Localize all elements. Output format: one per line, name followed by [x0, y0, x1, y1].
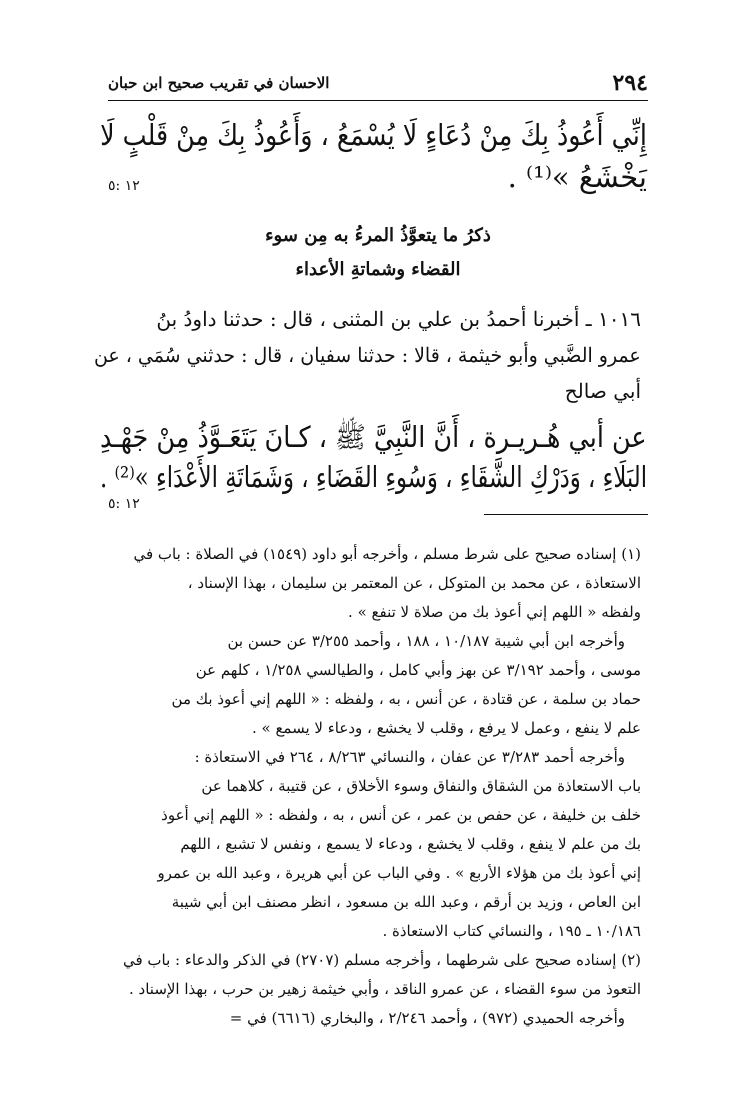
footnote-line: ١٠/١٨٦ ـ ١٩٥ ، والنسائي كتاب الاستعاذة . [382, 922, 641, 940]
header-rule [108, 100, 648, 101]
footnote-line: حماد بن سلمة ، عن قتادة ، عن أنس ، به ، ولفظه : « اللهم إني أعوذ بك من [171, 690, 641, 708]
hadith-reference: ١٢ :٥ [108, 496, 140, 512]
footnote-line: ابن العاص ، وزيد بن أرقم ، وعبد الله بن مسعود ، انظر مصنف ابن أبي شيبة [171, 893, 641, 911]
footnote-line: باب الاستعاذة من الشقاق والنفاق وسوء الأخلاق ، عن قتيبة ، كلاهما عن [201, 777, 641, 795]
matn-line: البَلَاءِ ، وَدَرْكِ الشَّقَاءِ ، وَسُوءِ القَضَاءِ ، وَشَمَاتَةِ الأَعْدَاءِ »⁽²⁾ . [99, 460, 648, 494]
footnote-line: إني أعوذ بك من هؤلاء الأربع » . وفي الباب عن أبي هريرة ، وعبد الله بن عمرو [157, 864, 641, 882]
isnad-line: عمرو الضَّبي وأبو خيثمة ، قالا : حدثنا سفيان ، قال : حدثني سُمَي ، عن [94, 343, 641, 367]
chapter-heading: القضاء وشماتةِ الأعداء [295, 259, 461, 280]
footnote-line: خلف بن خليفة ، عن حفص بن عمر ، عن أنس ، به ، ولفظه : « اللهم إني أعوذ [161, 806, 641, 824]
footnote-line: (١) إسناده صحيح على شرط مسلم ، وأخرجه أبو داود (١٥٤٩) في الصلاة : باب في [133, 545, 641, 563]
footnote-line: الاستعاذة ، عن محمد بن المتوكل ، عن المعتمر بن سليمان ، بهذا الإسناد ، [187, 574, 641, 592]
isnad-line: أبي صالح [564, 379, 641, 403]
footnote-separator [484, 514, 648, 515]
footnote-line: موسى ، وأحمد ٣/١٩٢ عن بهز وأبي كامل ، والطيالسي ١/٢٥٨ ، كلهم عن [195, 661, 641, 679]
running-header [108, 68, 648, 102]
footnote-line: علم لا ينفع ، وعمل لا يرفع ، وقلب لا يخشع ، ودعاء لا يسمع » . [251, 719, 641, 737]
footnote-line: وأخرجه أحمد ٣/٢٨٣ عن عفان ، والنسائي ٨/٢٦٣ ، ٢٦٤ في الاستعاذة : [194, 748, 625, 766]
prev-hadith-line: إِنِّي أَعُوذُ بِكَ مِنْ دُعَاءٍ لَا يُسْمَعُ ، وَأَعُوذُ بِكَ مِنْ قَلْبٍ لَا [100, 118, 647, 152]
footnote-line: وأخرجه ابن أبي شيبة ١٠/١٨٧ ، ١٨٨ ، وأحمد ٣/٢٥٥ عن حسن بن [227, 632, 625, 650]
prev-hadith-line: يَخْشَعُ »⁽¹⁾ . [507, 160, 647, 194]
footnote-line: التعوذ من سوء القضاء ، عن عمرو الناقد ، وأبي خيثمة زهير بن حرب ، بهذا الإسناد . [129, 980, 641, 998]
matn-line: عن أبي هُـريـرة ، أَنَّ النَّبِيَّ ﷺ ، كـانَ يَتَعَـوَّذُ مِنْ جَهْـدِ [100, 420, 647, 454]
isnad-line: ١٠١٦ ـ أخبرنا أحمدُ بن علي بن المثنى ، قال : حدثنا داودُ بنُ [156, 307, 641, 331]
chapter-heading: ذكرُ ما يتعوَّذُ المرءُ به مِن سوء [265, 225, 491, 246]
page-number: ٢٩٤ [612, 70, 648, 96]
footnote-line: وأخرجه الحميدي (٩٧٢) ، وأحمد ٢/٢٤٦ ، والبخاري (٦٦١٦) في = [229, 1009, 625, 1027]
book-title: الاحسان في تقريب صحيح ابن حبان [108, 74, 330, 92]
hadith-reference: ١٢ :٥ [108, 178, 140, 194]
footnote-line: بك من علم لا ينفع ، وقلب لا يخشع ، ودعاء لا يسمع ، ونفس لا تشبع ، اللهم [180, 835, 641, 853]
footnote-line: (٢) إسناده صحيح على شرطهما ، وأخرجه مسلم (٢٧٠٧) في الذكر والدعاء : باب في [122, 951, 641, 969]
footnote-line: ولفظه « اللهم إني أعوذ بك من صلاة لا تنفع » . [348, 603, 641, 621]
